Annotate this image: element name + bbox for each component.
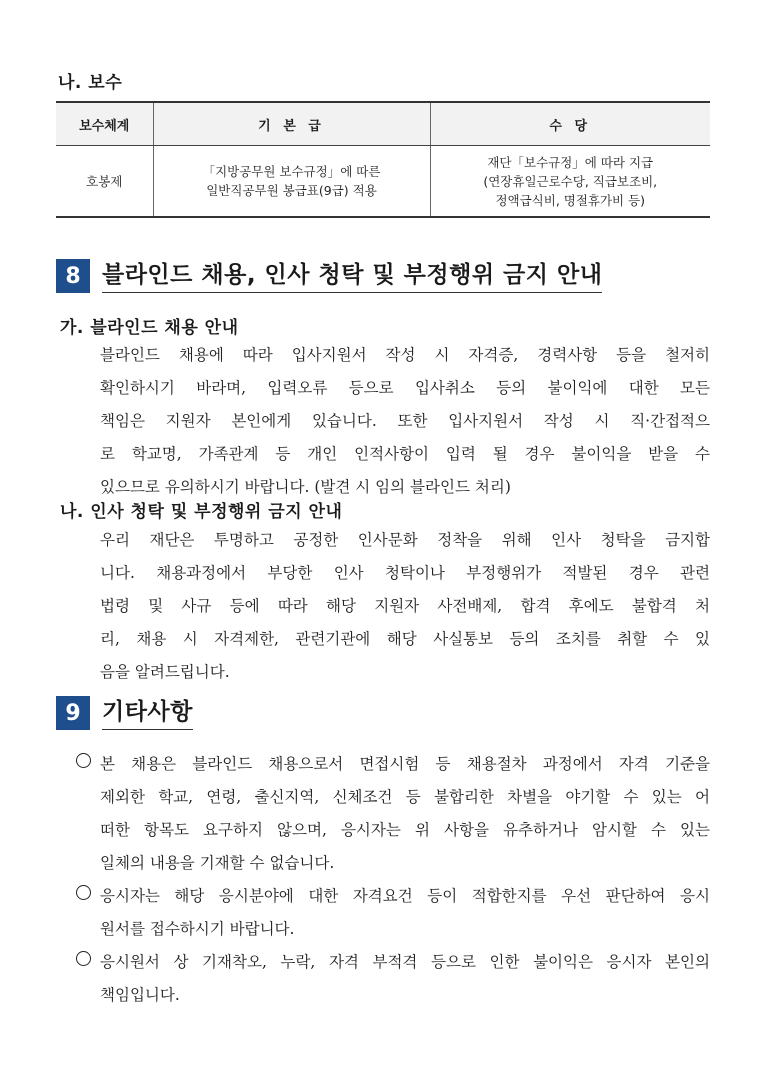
blind-hiring-paragraph <box>100 339 710 504</box>
pay-heading: 나. 보수 <box>58 73 123 93</box>
table-header-allowance: 수 당 <box>430 102 710 146</box>
base-pay-line: 일반직공무원 봉급표(9급) 적용 <box>206 183 377 198</box>
cell-pay-system: 호봉제 <box>56 146 153 218</box>
paragraph-line: 제외한 학교, 연령, 출신지역, 신체조건 등 불합리한 차별을 야기할 수 있는 어 <box>100 788 710 806</box>
circle-bullet-icon <box>76 885 91 900</box>
section-number-badge: 9 <box>56 696 90 730</box>
section-8-header <box>56 259 602 293</box>
paragraph-line: 책임은 지원자 본인에게 있습니다. 또한 입사지원서 작성 시 직·간접적으 <box>100 412 710 430</box>
section-title: 블라인드 채용, 인사 청탁 및 부정행위 금지 안내 <box>102 260 602 293</box>
circle-bullet-icon <box>76 753 91 768</box>
paragraph-line: 니다. 채용과정에서 부당한 인사 청탁이나 부정행위가 적발된 경우 관련 <box>100 564 710 582</box>
table-header-base-pay: 기 본 급 <box>153 102 430 146</box>
paragraph-line: 확인하시기 바라며, 입력오류 등으로 입사취소 등의 불이익에 대한 모든 <box>100 379 710 397</box>
paragraph-line: 법령 및 사규 등에 따라 해당 지원자 사전배제, 합격 후에도 불합격 처 <box>100 597 710 615</box>
solicitation-paragraph <box>100 524 710 689</box>
paragraph-line: 음을 알려드립니다. <box>100 663 230 681</box>
paragraph-line: 응시자는 해당 응시분야에 대한 자격요건 등이 적합한지를 우선 판단하여 응시 <box>100 887 710 905</box>
section-number-badge: 8 <box>56 259 90 293</box>
cell-allowance <box>430 146 710 218</box>
circle-bullet-icon <box>76 951 91 966</box>
allowance-line: (연장휴일근로수당, 직급보조비, <box>483 173 658 189</box>
list-item-text <box>100 880 710 946</box>
allowance-line: 정액급식비, 명절휴가비 등) <box>495 192 646 208</box>
section-9-header <box>56 696 193 730</box>
paragraph-line: 로 학교명, 가족관계 등 개인 인적사항이 입력 될 경우 불이익을 받을 수 <box>100 445 710 463</box>
paragraph-line: 우리 재단은 투명하고 공정한 인사문화 정착을 위해 인사 청탁을 금지합 <box>100 531 710 549</box>
paragraph-line: 있으므로 유의하시기 바랍니다. (발견 시 임의 블라인드 처리) <box>100 478 511 496</box>
paragraph-line: 원서를 접수하시기 바랍니다. <box>100 920 295 938</box>
table-row <box>56 146 710 218</box>
paragraph-line: 리, 채용 시 자격제한, 관련기관에 해당 사실통보 등의 조치를 취할 수 있 <box>100 630 710 648</box>
table-header-system: 보수체계 <box>56 102 153 146</box>
paragraph-line: 책임입니다. <box>100 986 180 1004</box>
list-item-text <box>100 748 710 880</box>
section-title: 기타사항 <box>102 697 193 730</box>
pay-table <box>56 101 710 218</box>
cell-base-pay <box>153 146 430 218</box>
subsection-solicitation-heading: 나. 인사 청탁 및 부정행위 금지 안내 <box>60 502 343 522</box>
list-item-text <box>100 946 710 1012</box>
paragraph-line: 응시원서 상 기재착오, 누락, 자격 부적격 등으로 인한 불이익은 응시자 본인의 <box>100 953 710 971</box>
paragraph-line: 일체의 내용을 기재할 수 없습니다. <box>100 854 335 872</box>
paragraph-line: 본 채용은 블라인드 채용으로서 면접시험 등 채용절차 과정에서 자격 기준을 <box>100 755 710 773</box>
paragraph-line: 떠한 항목도 요구하지 않으며, 응시자는 위 사항을 유추하거나 암시할 수 있는 <box>100 821 710 839</box>
table-header-row <box>56 102 710 146</box>
allowance-line: 재단「보수규정」에 따라 지급 <box>487 154 654 170</box>
subsection-blind-heading: 가. 블라인드 채용 안내 <box>60 318 239 338</box>
base-pay-line: 「지방공무원 보수규정」에 따른 <box>202 164 381 179</box>
paragraph-line: 블라인드 채용에 따라 입사지원서 작성 시 자격증, 경력사항 등을 철저히 <box>100 346 710 364</box>
